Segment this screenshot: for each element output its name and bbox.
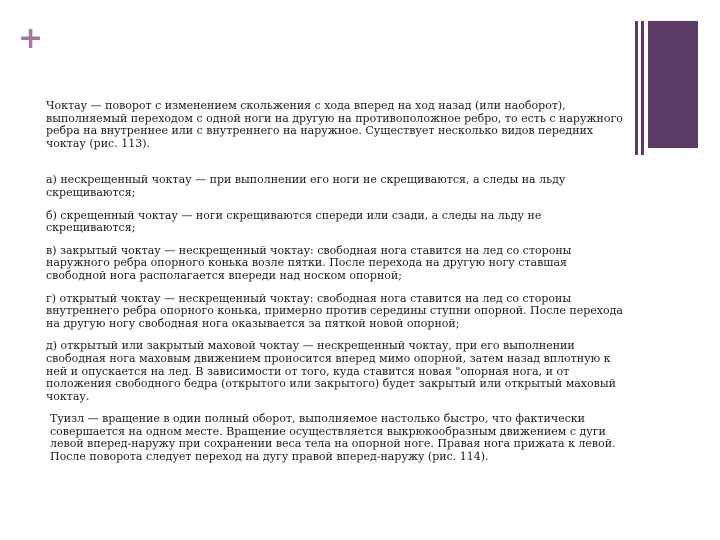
decorative-thin-bar-right [641,21,644,155]
paragraph-twizzle-definition: Туизл — вращение в один полный оборот, выполняемое настолько быстро, что фактически совершается на одном месте. Вращение осуществляется выкрюкообразным движением с дуги левой вперед-наружу при сохранении веса тела на опорной ноге. Правая нога прижата к левой. После поворота следует переход на дугу правой вперед-наружу (рис. 114). [50,412,616,464]
decorative-block [648,21,698,148]
paragraph-item-v: в) закрытый чоктау — нескрещенный чоктау: свободная нога ставится на лед со стороны наружного ребра опорного конька возле пятки. После перехода на другую ногу ставшая свободной нога располагается впереди над носком опорной; [46,243,572,282]
paragraph-item-g: г) открытый чоктау — нескрещенный чоктау: свободная нога ставится на лед со стороны внутреннего ребра опорного конька, примерно против середины ступни опорной. После перехода на другую ногу свободная нога оказывается за пяткой новой опорной; [46,291,623,330]
paragraph-item-d: д) открытый или закрытый маховой чоктау — нескрещенный чоктау, при его выполнении свободная нога маховым движением проносится вперед мимо опорной, затем назад вплотную к ней и опускается на лед. В зависимости от того, куда ставится новая "опорная нога, и от положения свободного бедра (открытого или закрытого) будет закрытый или открытый маховый чоктау. [46,339,616,403]
paragraph-item-b: б) скрещенный чоктау — ноги скрещиваются спереди или сзади, а следы на льду не скрещиваются; [46,208,542,235]
slide-body [46,100,626,474]
paragraph-item-a: а) нескрещенный чоктау — при выполнении его ноги не скрещиваются, а следы на льду скрещиваются; [46,173,566,199]
decorative-thin-bar-left [635,21,638,155]
paragraph-choctaw-definition: Чоктау — поворот с изменением скольжения с хода вперед на ход назад (или наоборот), выполняемый переходом с одной ноги на другую на противоположное ребро, то есть с наружного ребра на внутреннее или с внутреннего на наружное. Существует несколько видов передних чоктау (рис. 113). [46,99,623,150]
plus-icon: + [18,21,44,56]
